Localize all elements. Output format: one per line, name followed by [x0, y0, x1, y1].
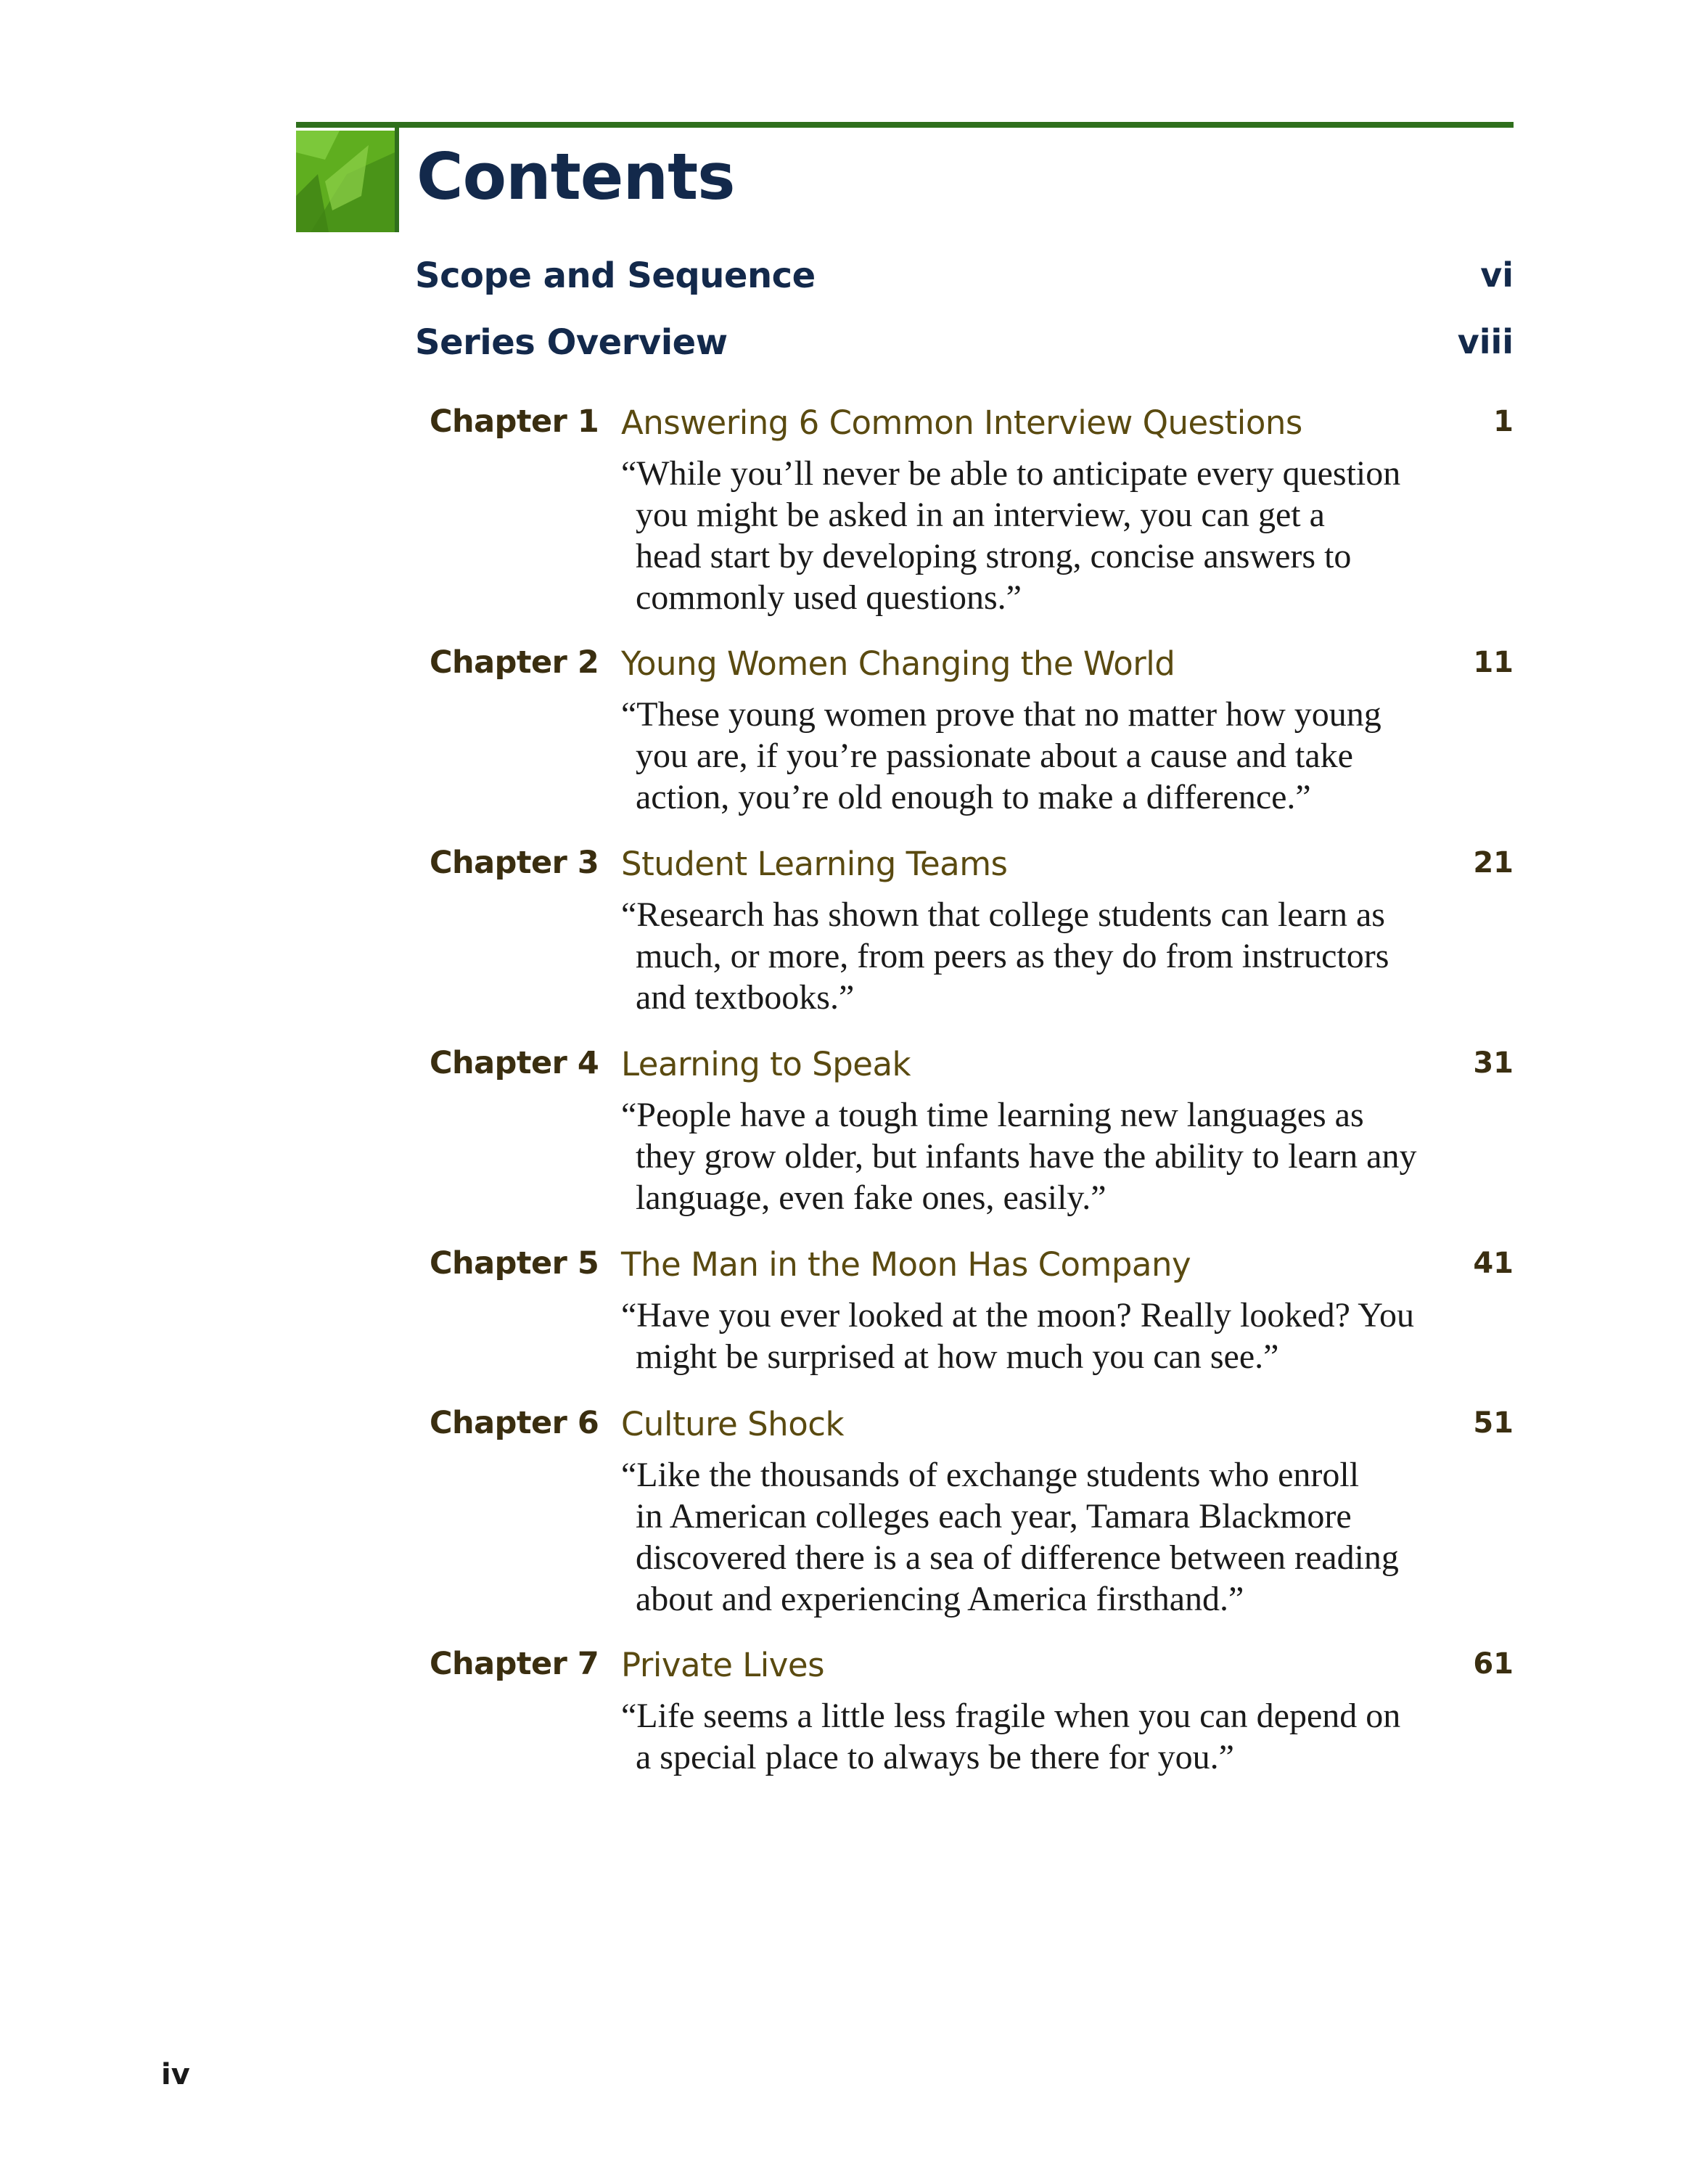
toc-front-page: vi — [1480, 255, 1514, 295]
toc-front-label: Scope and Sequence — [415, 255, 816, 296]
quote-line: language, even fake ones, easily.” — [636, 1178, 1106, 1217]
quote-line: “People have a tough time learning new languages as — [621, 1096, 1364, 1134]
quote-line: about and experiencing America firsthand.” — [636, 1580, 1244, 1618]
chapter-quote — [621, 453, 1434, 618]
quote-line: “Have you ever looked at the moon? Really looked? You — [621, 1296, 1415, 1335]
chapter-label: Chapter 7 — [430, 1646, 599, 1682]
chapter-title[interactable]: Answering 6 Common Interview Questions — [621, 403, 1302, 442]
quote-line: discovered there is a sea of difference between reading — [636, 1538, 1399, 1577]
quote-line: head start by developing strong, concise answers to — [636, 537, 1352, 575]
quote-line: commonly used questions.” — [636, 578, 1022, 617]
chapter-page: 11 — [1473, 646, 1514, 679]
toc-front-item-scope[interactable] — [415, 255, 1514, 306]
chapter-label: Chapter 4 — [430, 1045, 599, 1081]
chapter-label: Chapter 6 — [430, 1405, 599, 1441]
chapter-page: 51 — [1473, 1406, 1514, 1440]
chapter-title[interactable]: Student Learning Teams — [621, 845, 1008, 883]
green-leaf-icon — [296, 131, 395, 232]
chapter-title[interactable]: Culture Shock — [621, 1405, 845, 1443]
quote-line: “While you’ll never be able to anticipate every question — [621, 454, 1401, 493]
quote-line: in American colleges each year, Tamara Blackmore — [636, 1497, 1352, 1536]
chapter-quote — [621, 694, 1434, 818]
chapter-quote — [621, 1295, 1434, 1377]
quote-line: much, or more, from peers as they do from instructors — [636, 937, 1389, 975]
chapter-label: Chapter 5 — [430, 1245, 599, 1282]
quote-line: “Life seems a little less fragile when you can depend on — [621, 1697, 1401, 1735]
chapter-quote — [621, 1454, 1434, 1620]
quote-line: might be surprised at how much you can see.” — [636, 1337, 1279, 1376]
chapter-quote — [621, 1695, 1434, 1778]
chapter-title[interactable]: Private Lives — [621, 1646, 825, 1684]
toc-front-label: Series Overview — [415, 322, 728, 363]
chapter-title[interactable]: Young Women Changing the World — [621, 644, 1175, 683]
chapter-page: 1 — [1493, 405, 1514, 438]
header-rule — [296, 122, 1514, 128]
chapter-label: Chapter 3 — [430, 845, 599, 881]
quote-line: you might be asked in an interview, you can get a — [636, 496, 1325, 534]
quote-line: action, you’re old enough to make a difference.” — [636, 778, 1311, 816]
chapter-page: 31 — [1473, 1046, 1514, 1080]
toc-front-item-overview[interactable] — [415, 322, 1514, 373]
chapter-quote — [621, 1094, 1434, 1218]
page-title: Contents — [416, 139, 735, 214]
quote-line: and textbooks.” — [636, 978, 855, 1017]
chapter-title[interactable]: Learning to Speak — [621, 1045, 911, 1083]
page-folio: iv — [161, 2058, 190, 2091]
chapter-title[interactable]: The Man in the Moon Has Company — [621, 1245, 1191, 1284]
quote-line: “Like the thousands of exchange students who enroll — [621, 1456, 1360, 1494]
chapter-page: 21 — [1473, 846, 1514, 880]
header-vertical-rule — [395, 128, 399, 232]
chapter-page: 41 — [1473, 1247, 1514, 1280]
quote-line: a special place to always be there for you.” — [636, 1738, 1234, 1776]
quote-line: you are, if you’re passionate about a cause and take — [636, 737, 1353, 775]
chapter-label: Chapter 2 — [430, 644, 599, 681]
chapter-label: Chapter 1 — [430, 403, 599, 440]
quote-line: “These young women prove that no matter how young — [621, 695, 1381, 734]
chapter-quote — [621, 894, 1434, 1018]
quote-line: “Research has shown that college students can learn as — [621, 895, 1385, 934]
toc-front-page: viii — [1457, 322, 1514, 361]
chapter-page: 61 — [1473, 1647, 1514, 1681]
quote-line: they grow older, but infants have the ability to learn any — [636, 1137, 1417, 1176]
